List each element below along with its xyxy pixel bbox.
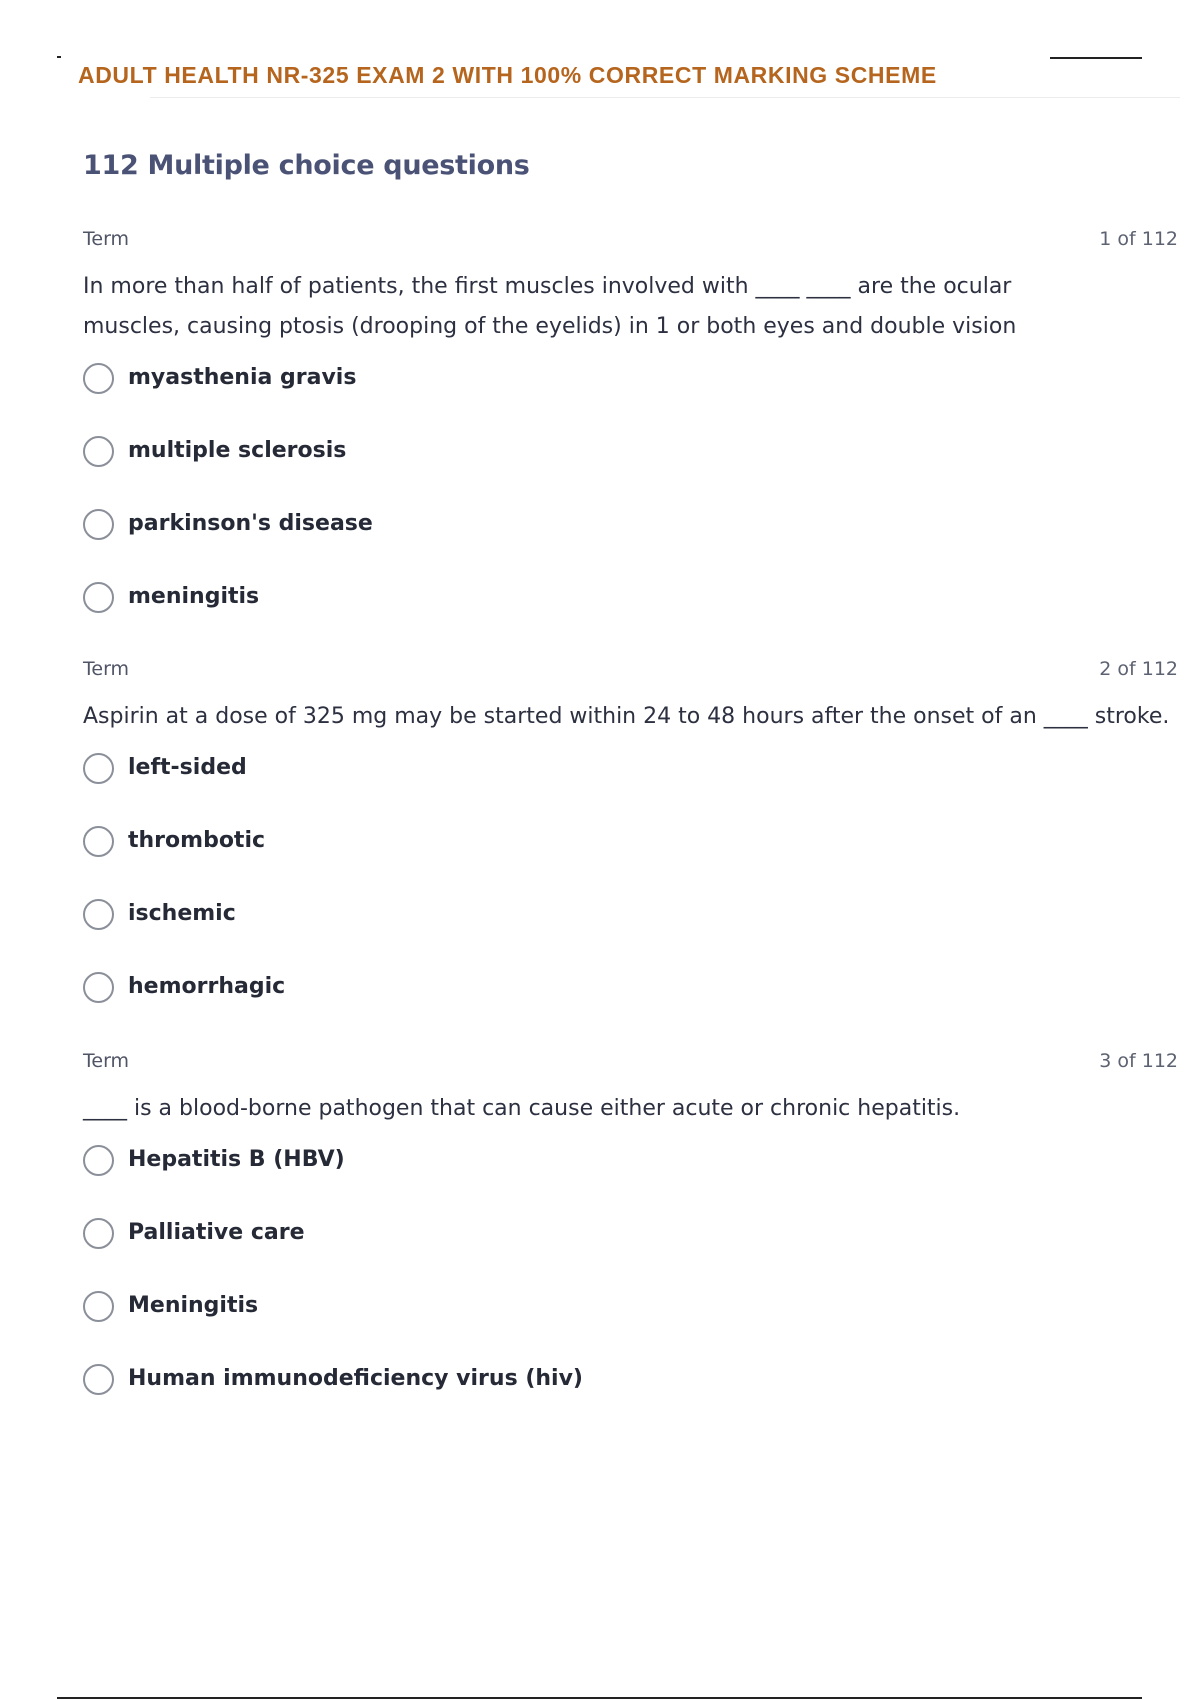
answer-option[interactable] — [83, 580, 1178, 653]
question-card-3 — [83, 1050, 1178, 1435]
answer-option[interactable] — [83, 824, 1178, 897]
answer-label[interactable]: Meningitis — [128, 1293, 259, 1318]
answer-option[interactable] — [83, 1216, 1178, 1289]
top-left-mark — [57, 56, 61, 58]
answer-option[interactable] — [83, 970, 1178, 1043]
answer-label[interactable]: Human immunodeficiency virus (hiv) — [128, 1366, 583, 1391]
answer-option[interactable] — [83, 1289, 1178, 1362]
answer-label[interactable]: multiple sclerosis — [128, 438, 347, 463]
answer-label[interactable]: ischemic — [128, 901, 236, 926]
answer-label[interactable]: meningitis — [128, 584, 260, 609]
answer-label[interactable]: hemorrhagic — [128, 974, 286, 999]
radio-button[interactable] — [83, 753, 114, 784]
answer-option[interactable] — [83, 751, 1178, 824]
answer-label[interactable]: left-sided — [128, 755, 247, 780]
answer-options — [83, 751, 1178, 1043]
radio-button[interactable] — [83, 1291, 114, 1322]
question-card-2 — [83, 658, 1178, 1043]
answer-option[interactable] — [83, 434, 1178, 507]
answer-option[interactable] — [83, 1362, 1178, 1435]
radio-button[interactable] — [83, 972, 114, 1003]
answer-label[interactable]: thrombotic — [128, 828, 266, 853]
answer-label[interactable]: Hepatitis B (HBV) — [128, 1147, 345, 1172]
question-counter: 1 of 112 — [1099, 228, 1178, 250]
answer-label[interactable]: Palliative care — [128, 1220, 305, 1245]
radio-button[interactable] — [83, 436, 114, 467]
term-label: Term — [83, 228, 130, 250]
answer-options — [83, 1143, 1178, 1435]
radio-button[interactable] — [83, 1364, 114, 1395]
document-title: ADULT HEALTH NR-325 EXAM 2 WITH 100% CORRECT MARKING SCHEME — [78, 62, 937, 88]
answer-label[interactable]: parkinson's disease — [128, 511, 373, 536]
radio-button[interactable] — [83, 1218, 114, 1249]
radio-button[interactable] — [83, 582, 114, 613]
answer-option[interactable] — [83, 1143, 1178, 1216]
answer-option[interactable] — [83, 897, 1178, 970]
radio-button[interactable] — [83, 363, 114, 394]
question-header — [83, 1050, 1178, 1076]
top-right-rule — [1050, 57, 1142, 59]
term-label: Term — [83, 658, 130, 680]
bottom-rule — [57, 1697, 1142, 1699]
question-text: ____ is a blood-borne pathogen that can cause either acute or chronic hepatitis. — [83, 1096, 961, 1121]
question-header — [83, 658, 1178, 684]
answer-label[interactable]: myasthenia gravis — [128, 365, 357, 390]
answer-option[interactable] — [83, 361, 1178, 434]
title-divider — [150, 97, 1180, 98]
answer-options — [83, 361, 1178, 653]
question-card-1 — [83, 228, 1178, 653]
term-label: Term — [83, 1050, 130, 1072]
question-counter: 3 of 112 — [1099, 1050, 1178, 1072]
answer-option[interactable] — [83, 507, 1178, 580]
radio-button[interactable] — [83, 509, 114, 540]
question-header — [83, 228, 1178, 254]
question-text: Aspirin at a dose of 325 mg may be started within 24 to 48 hours after the onset of an ____ stroke. — [83, 704, 1170, 729]
radio-button[interactable] — [83, 899, 114, 930]
radio-button[interactable] — [83, 826, 114, 857]
question-counter: 2 of 112 — [1099, 658, 1178, 680]
question-text: In more than half of patients, the first muscles involved with ____ ____ are the ocular muscles, causing ptosis (drooping of the eyelids) in 1 or both eyes and double vision — [83, 274, 1017, 339]
radio-button[interactable] — [83, 1145, 114, 1176]
section-title: 112 Multiple choice questions — [83, 150, 530, 181]
